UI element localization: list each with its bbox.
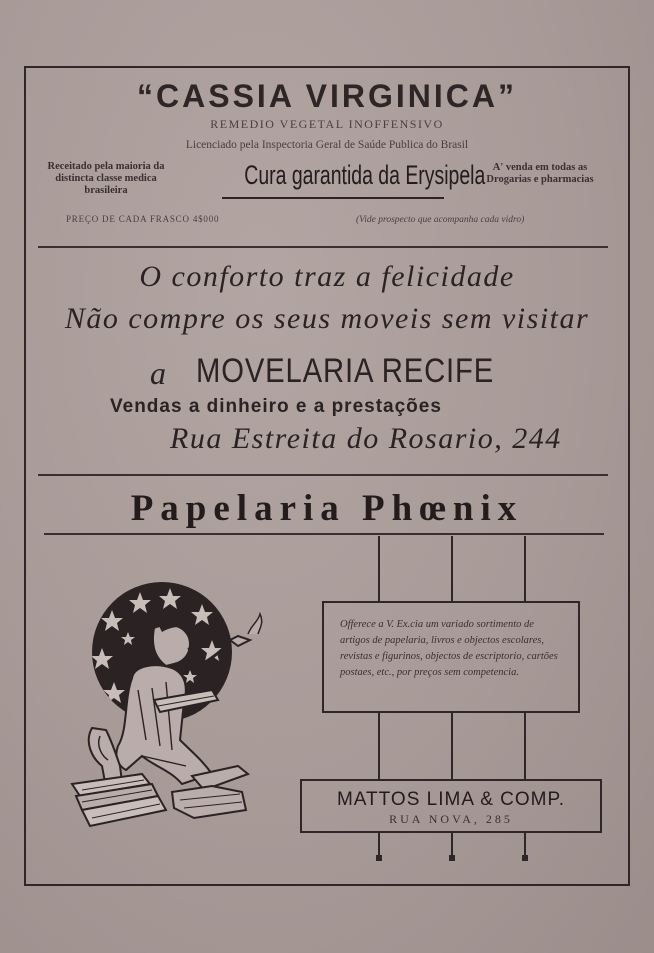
movelaria-vendas: Vendas a dinheiro e a prestações (110, 396, 442, 417)
connector-line (451, 536, 453, 601)
phoenix-underline (44, 533, 604, 535)
movelaria-a: a (150, 355, 166, 391)
phoenix-title: Papelaria Phœnix (130, 488, 524, 529)
cassia-title: “CASSIA VIRGINICA” (137, 78, 517, 114)
cassia-subtitle: REMEDIO VEGETAL INOFFENSIVO (210, 117, 444, 131)
cassia-preco: PREÇO DE CADA FRASCO 4$000 (66, 214, 220, 224)
cassia-receitado: Receitado pela maioria da distincta classe medica brasileira (47, 161, 165, 196)
offer-box: Offerece a V. Ex.cia um variado sortimento de artigos de papelaria, livros e objectos escolares, revistas e figurinos, objectos de escriptorio, cartões postaes, etc., por preços sem competencia. (322, 601, 580, 713)
connector-line (378, 536, 380, 601)
cura-underline (222, 197, 444, 199)
connector-line (524, 713, 526, 779)
reader-with-lamp-illustration (62, 570, 302, 840)
movelaria-line2: Não compre os seus moveis sem visitar (64, 302, 590, 335)
movelaria-name: MOVELARIA RECIFE (196, 352, 495, 390)
movelaria-address: Rua Estreita do Rosario, 244 (170, 422, 562, 455)
company-address: RUA NOVA, 285 (389, 812, 513, 826)
cassia-cura: Cura garantida da Erysipela (244, 160, 486, 190)
foot-post (378, 833, 380, 859)
cassia-vide: (Vide prospecto que acompanha cada vidro) (356, 215, 525, 225)
connector-line (524, 536, 526, 601)
movelaria-line1: O conforto traz a felicidade (139, 260, 515, 293)
company-name: MATTOS LIMA & COMP. (336, 789, 566, 810)
foot-post (524, 833, 526, 859)
cassia-venda: A' venda em todas as Drogarias e pharmacias (486, 162, 594, 185)
company-box (300, 779, 602, 833)
connector-line (378, 713, 380, 779)
cassia-licence: Licenciado pela Inspectoria Geral de Saúde Publica do Brasil (185, 139, 469, 151)
divider-1 (38, 246, 608, 248)
foot-post (451, 833, 453, 859)
divider-2 (38, 474, 608, 476)
connector-line (451, 713, 453, 779)
